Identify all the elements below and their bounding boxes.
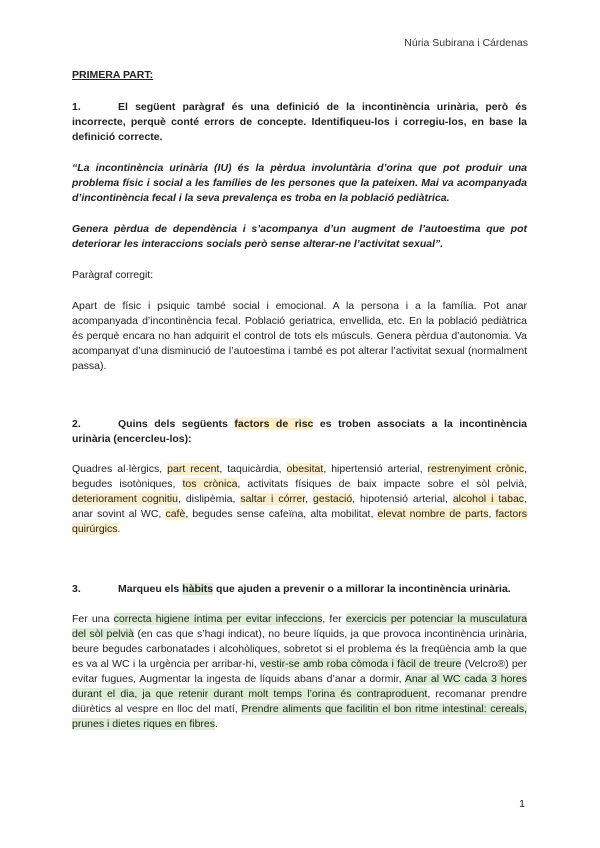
question-3-number: 3. [72, 583, 81, 595]
question-3-text-start: Marqueu els [118, 583, 180, 595]
page-content [72, 68, 527, 732]
risk-factor-highlight: cafè [165, 508, 186, 520]
text-segment: Fer una [72, 613, 110, 625]
incorrect-definition-part-1: “La incontinència urinària (IU) és la pèrdua involuntària d’orina que pot produir una problema físic i social a les famílies de les persones que la pateixen. Mai va acompanyada d’incontinència fecal i la seva prevalença es troba en la població pediàtrica. [72, 162, 527, 204]
question-2-text-end: es troben associats a la incontinència urinària (encercleu-los): [72, 418, 527, 445]
question-1 [72, 100, 527, 145]
risk-factor-highlight: elevat nombre de parts [377, 508, 489, 520]
text-segment: (en cas que s’hagi indicat), no beure líquids, ja que provoca incontinència urinària, beure begudes carbonatades i alcohòliques, sobretot si el problema és la freqüència amb la que es va al WC i la urgència per arribar-hi, [72, 628, 528, 670]
text-segment: , dislipèmia, [177, 493, 236, 505]
risk-factor-highlight: factors quirúrgics [72, 508, 527, 535]
text-segment: , begudes isotòniques, [72, 463, 528, 490]
habit-highlight: Prendre aliments que facilitin el bon ritme intestinal: cereals, prunes i dietes riques en fibres [72, 703, 527, 730]
habit-highlight: correcta higiene íntima per evitar infeccions [113, 613, 323, 625]
risk-factor-highlight: part recent [167, 463, 220, 475]
section-title: PRIMERA PART: [72, 69, 154, 81]
question-2-number: 2. [72, 418, 81, 430]
risk-factor-highlight: saltar i córrer [240, 493, 306, 505]
text-segment: , hipotensió arterial, [352, 493, 448, 505]
habit-highlight: exercicis per potenciar la musculatura del sòl pelvià [72, 613, 528, 640]
corrected-paragraph-label: Paràgraf corregit: [72, 269, 154, 281]
question-1-text: El següent paràgraf és una definició de la incontinència urinària, però és incorrecte, perquè conté errors de concepte. Identifiqueu-los i corregiu-los, en base la definició correcte. [72, 101, 527, 143]
page-number: 1 [519, 798, 525, 810]
question-3-text-end: que ajuden a prevenir o a millorar la incontinència urinària. [216, 583, 511, 595]
text-segment: , activitats físiques de baix impacte sobre el sòl pelvià, [237, 478, 527, 490]
text-segment: , begudes sense cafeïna, alta mobilitat, [185, 508, 374, 520]
text-segment: , taquicàrdia, [219, 463, 282, 475]
text-segment: . [215, 718, 218, 730]
corrected-paragraph-answer: Apart de físic i psiquic també social i emocional. A la persona i a la família. Pot anar acompanyada d’incontinència fecal. Població geriatrica, envellida, etc. En la població pediàtrica és perquè encara no han adquirit el control de tots els músculs. Genera pèrdua d’autonomia. Va acompanyat d’una disminució de l’autoestima i també es pot alterar l’activitat sexual (normalment passa). [72, 300, 527, 372]
text-segment: (Velcro®) per evitar fugues, Augmentar la ingesta de líquids abans d’anar a dormir, [72, 658, 527, 685]
incorrect-definition-part-2: Genera pèrdua de dependència i s’acompanya d’un augment de l’autoestima que pot deteriorar les interaccions socials però sense alterar-ne l’activitat sexual”. [72, 223, 527, 250]
habits-answer [72, 612, 527, 732]
question-1-number: 1. [72, 101, 81, 113]
author-header: Núria Subirana i Cárdenas [404, 37, 528, 49]
text-segment: , fer [322, 613, 342, 625]
question-2-text-start: Quins dels següents [118, 418, 228, 430]
question-2 [72, 417, 527, 447]
habit-highlight: vestir-se amb roba còmoda i fàcil de treure [260, 658, 462, 670]
text-segment: , [488, 508, 492, 520]
risk-factors-answer [72, 462, 527, 537]
text-segment: , hipertensió arterial, [323, 463, 423, 475]
habit-highlight: Anar al WC cada 3 hores durant el dia, ja que retenir durant molt temps l’orina és contraproduent [72, 673, 527, 700]
risk-factor-highlight: alcohol i tabac [452, 493, 525, 505]
text-segment: , anar sovint al WC, [72, 493, 527, 520]
question-3 [72, 582, 527, 597]
text-segment: , [305, 493, 309, 505]
risk-factor-highlight: obesitat [286, 463, 324, 475]
risk-factor-highlight: gestació [313, 493, 353, 505]
text-segment: , recomanar prendre diürètics al vespre en lloc del matí, [72, 688, 527, 715]
text-segment: Quadres al·lèrgics, [72, 463, 163, 475]
question-2-highlight: factors de risc [234, 418, 314, 430]
question-3-highlight: hàbits [182, 583, 214, 595]
text-segment: . [117, 523, 121, 535]
risk-factor-highlight: tos crònica [182, 478, 238, 490]
risk-factor-highlight: deteriorament cognitiu [72, 493, 178, 505]
risk-factor-highlight: restrenyiment crònic [427, 463, 525, 475]
